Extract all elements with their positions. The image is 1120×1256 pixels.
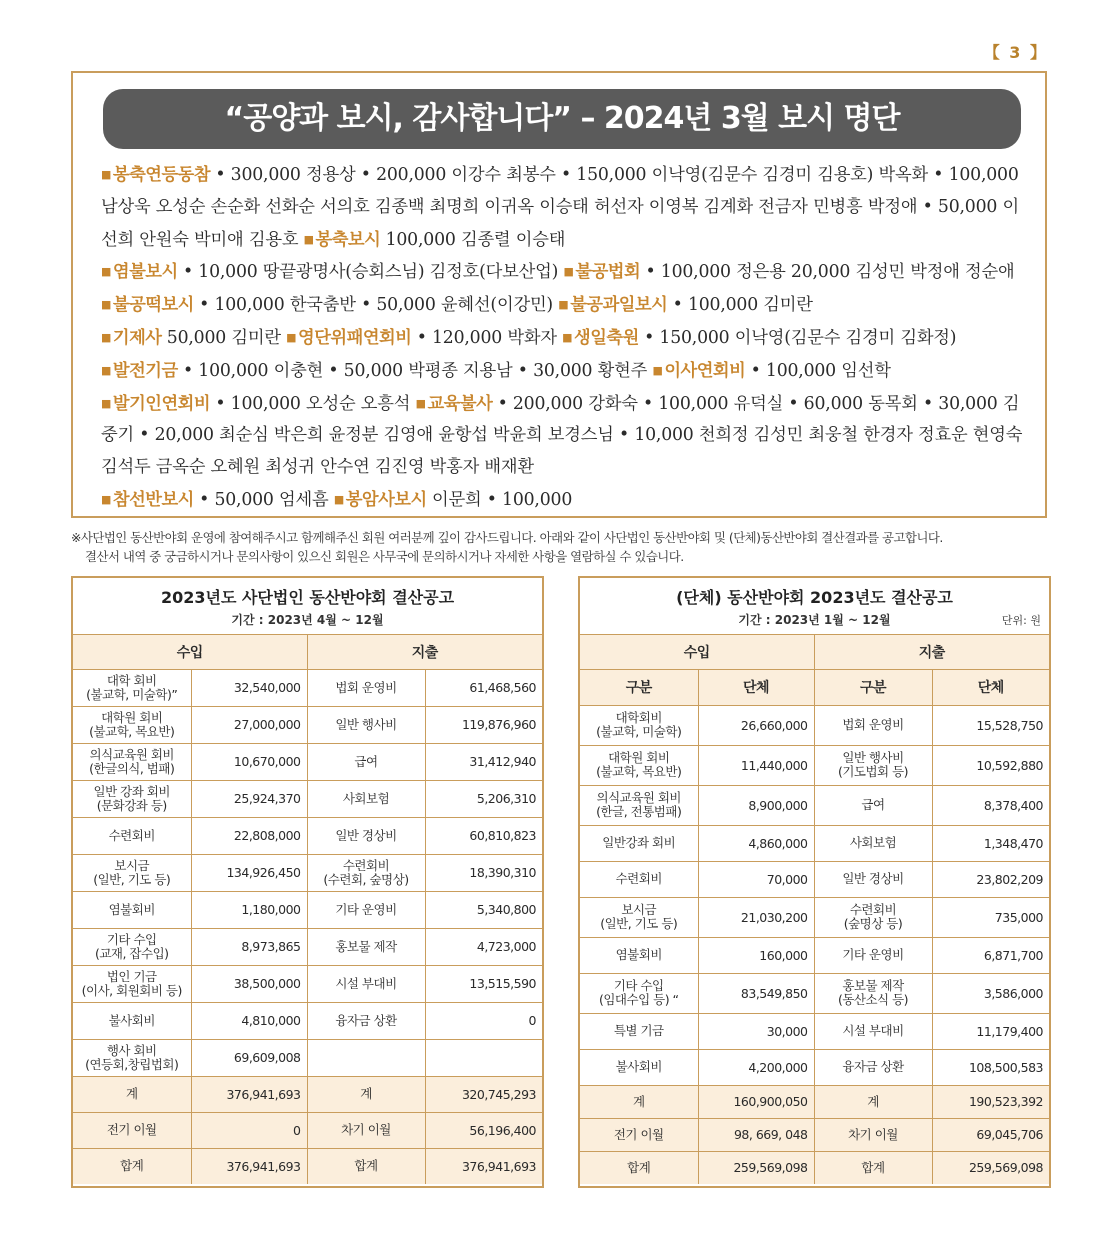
row-label-cell — [307, 854, 425, 891]
row-label: 대학회비 — [615, 710, 662, 725]
left-settlement-report — [71, 576, 544, 1188]
table-row — [73, 928, 542, 965]
income-amount: 259,569,098 — [698, 1151, 814, 1184]
summary-label: 합계 — [73, 1148, 191, 1184]
expense-amount: 5,340,800 — [425, 891, 542, 928]
row-label: 염불회비 — [615, 947, 662, 962]
row-label-cell — [73, 854, 191, 891]
income-amount: 83,549,850 — [698, 973, 814, 1013]
summary-row — [73, 1112, 542, 1148]
summary-label: 계 — [307, 1076, 425, 1112]
row-label-detail: (수련회, 숲명상) — [323, 871, 409, 887]
row-label: 사회보험 — [342, 790, 390, 806]
expense-amount: 10,592,880 — [932, 745, 1049, 785]
category-yeongdan: ■ 영단위패연회비 — [286, 328, 411, 348]
row-label: 보시금 — [621, 902, 657, 917]
summary-row — [580, 1085, 1049, 1118]
income-amount: 21,030,200 — [698, 897, 814, 937]
notice-line: ※사단법인 동산반야회 운영에 참여해주시고 함께해주신 회원 여러분께 깊이 감사드립니다. 아래와 같이 사단법인 동산반야회 및 (단체)동산반야회 결산결과를 공고합니다. — [71, 530, 943, 545]
table-row — [73, 706, 542, 743]
row-label: 수련회비 — [108, 827, 155, 843]
summary-label: 계 — [73, 1076, 191, 1112]
donor-entries: • 100,000 임선학 — [750, 360, 891, 381]
row-label: 수련회비 — [615, 871, 662, 886]
income-amount: 0 — [191, 1112, 307, 1148]
row-label-detail: (일반, 기도 등) — [600, 916, 678, 931]
report-title: 2023년도 사단법인 동산반야회 결산공고 — [160, 588, 455, 607]
row-label-cell — [814, 705, 932, 745]
income-amount: 8,973,865 — [191, 928, 307, 965]
row-label: 불사회비 — [108, 1012, 155, 1028]
column-header: 단체 — [932, 669, 1049, 705]
row-label: 기타 수입 — [106, 931, 157, 947]
row-label: 불사회비 — [615, 1059, 662, 1074]
expense-amount — [425, 1039, 542, 1076]
summary-row — [73, 1076, 542, 1112]
income-amount: 4,860,000 — [698, 825, 814, 861]
donor-list — [101, 159, 1025, 517]
category-saengil: ■ 생일축원 — [562, 328, 639, 348]
expense-header: 지출 — [307, 635, 542, 669]
expense-amount: 320,745,293 — [425, 1076, 542, 1112]
income-amount: 22,808,000 — [191, 817, 307, 854]
summary-label: 차기 이월 — [814, 1118, 932, 1151]
row-label: 일반 경상비 — [335, 827, 397, 843]
row-label-cell — [580, 705, 698, 745]
right-settlement-report — [578, 576, 1051, 1188]
row-label-detail: (불교학, 목요반) — [89, 723, 175, 739]
row-label-cell — [73, 669, 191, 706]
row-label-cell — [580, 825, 698, 861]
row-label-cell — [73, 965, 191, 1002]
column-header: 구분 — [580, 669, 698, 705]
row-label-cell — [73, 780, 191, 817]
row-label-cell — [580, 785, 698, 825]
summary-label: 전기 이월 — [73, 1112, 191, 1148]
expense-amount: 0 — [425, 1002, 542, 1039]
row-label: 홍보물 제작 — [842, 978, 904, 993]
row-label-cell — [307, 669, 425, 706]
row-label-cell — [814, 861, 932, 897]
expense-amount: 735,000 — [932, 897, 1049, 937]
row-label: 행사 회비 — [106, 1042, 157, 1058]
row-label-cell — [580, 897, 698, 937]
report-period: 기간 : 2023년 4월 ~ 12월 — [231, 613, 384, 627]
income-amount: 4,200,000 — [698, 1049, 814, 1085]
expense-amount: 23,802,209 — [932, 861, 1049, 897]
row-label: 수련회비 — [342, 857, 390, 873]
row-label-detail: (불교학, 목요반) — [596, 764, 682, 779]
expense-amount: 4,723,000 — [425, 928, 542, 965]
donor-entries: • 100,000 이충현 • 50,000 박평종 지용남 • 30,000 황현주 — [182, 360, 648, 381]
row-label-cell — [814, 745, 932, 785]
expense-amount: 3,586,000 — [932, 973, 1049, 1013]
row-label: 시설 부대비 — [842, 1023, 904, 1038]
row-label-cell — [307, 743, 425, 780]
report-header — [580, 578, 1049, 635]
category-bulgong-gwail: ■ 불공과일보시 — [558, 295, 667, 315]
row-label: 융자금 상환 — [842, 1059, 904, 1074]
row-label-detail: (문화강좌 등) — [96, 797, 167, 813]
income-amount: 98, 669, 048 — [698, 1118, 814, 1151]
row-label-cell — [580, 1013, 698, 1049]
report-title: (단체) 동산반야회 2023년도 결산공고 — [676, 588, 953, 607]
income-amount: 10,670,000 — [191, 743, 307, 780]
donor-entries: • 100,000 김미란 — [672, 295, 813, 316]
notice — [71, 528, 1051, 566]
income-header: 수입 — [73, 635, 307, 669]
row-label-cell — [580, 973, 698, 1013]
table-row — [580, 745, 1049, 785]
summary-label: 합계 — [580, 1151, 698, 1184]
row-label-cell — [814, 1013, 932, 1049]
donor-entries: 100,000 김종렬 이승태 — [385, 229, 566, 250]
row-label-cell — [307, 1039, 425, 1076]
table-row — [580, 785, 1049, 825]
income-amount: 69,609,008 — [191, 1039, 307, 1076]
row-label-detail: (교재, 잡수입) — [94, 945, 169, 961]
row-label: 보시금 — [114, 857, 150, 873]
row-label-cell — [814, 1049, 932, 1085]
table-row — [580, 937, 1049, 973]
row-label-cell — [307, 928, 425, 965]
expense-header: 지출 — [814, 635, 1049, 669]
category-balgiin: ■ 발기인연회비 — [101, 394, 210, 414]
row-label: 일반 경상비 — [842, 871, 904, 886]
row-label-cell — [814, 785, 932, 825]
column-header: 단체 — [698, 669, 814, 705]
donor-entries: • 10,000 땅끝광명사(승회스님) 김정호(다보산업) — [182, 262, 559, 283]
row-label-cell — [580, 861, 698, 897]
expense-amount: 61,468,560 — [425, 669, 542, 706]
expense-amount: 6,871,700 — [932, 937, 1049, 973]
summary-row — [580, 1118, 1049, 1151]
donor-entries: • 100,000 오성순 오흥석 — [215, 393, 411, 414]
summary-label: 합계 — [307, 1148, 425, 1184]
summary-label: 계 — [580, 1085, 698, 1118]
category-bongam: ■ 봉암사보시 — [334, 490, 427, 510]
row-label-detail: (이사, 회원회비 등) — [81, 982, 182, 998]
row-label: 특별 기금 — [613, 1023, 664, 1038]
row-label-detail: (동산소식 등) — [837, 992, 909, 1007]
row-label: 기타 운영비 — [335, 901, 397, 917]
row-label: 대학원 회비 — [608, 750, 670, 765]
row-label: 융자금 상환 — [335, 1012, 397, 1028]
donor-entries: • 300,000 정용상 • 200,000 이강수 최봉수 • 150,000 이낙영(김문수 김경미 김용호) 박옥화 • 100,000 남상욱 오성순 손순화 선화순 서의호 김종백 최명희 이귀옥 이승태 허선자 이영복 김계화 전금자 민병흥 박정애 • 50,000 이선희 안원숙 박미애 김용호 — [101, 165, 1019, 250]
expense-amount: 108,500,583 — [932, 1049, 1049, 1085]
row-label: 법회 운영비 — [842, 717, 904, 732]
summary-row — [73, 1148, 542, 1184]
row-label: 의식교육원 회비 — [89, 746, 174, 762]
column-header: 구분 — [814, 669, 932, 705]
row-label: 급여 — [861, 797, 885, 812]
expense-amount: 1,348,470 — [932, 825, 1049, 861]
row-label-detail: (한글, 전통범패) — [596, 804, 682, 819]
category-bongchuk-yeondeung: ■ 봉축연등동참 — [101, 165, 210, 185]
row-label-cell — [580, 937, 698, 973]
donor-entries: 이문희 • 100,000 — [431, 489, 573, 510]
donor-entries: 50,000 김미란 — [166, 327, 281, 348]
table-row — [73, 854, 542, 891]
row-label-cell — [73, 817, 191, 854]
table-row — [73, 965, 542, 1002]
expense-amount: 119,876,960 — [425, 706, 542, 743]
expense-amount: 60,810,823 — [425, 817, 542, 854]
row-label-cell — [814, 973, 932, 1013]
table-row — [73, 1039, 542, 1076]
income-amount: 11,440,000 — [698, 745, 814, 785]
category-baljeon: ■ 발전기금 — [101, 361, 178, 381]
income-amount: 4,810,000 — [191, 1002, 307, 1039]
table-row — [580, 1049, 1049, 1085]
settlement-table — [580, 635, 1049, 1184]
row-label-cell — [307, 817, 425, 854]
donor-entries: • 100,000 정은용 20,000 김성민 박정애 정순애 — [645, 262, 1015, 283]
income-amount: 376,941,693 — [191, 1148, 307, 1184]
row-label: 기타 운영비 — [842, 947, 904, 962]
table-row — [73, 817, 542, 854]
unit-label: 단위: 원 — [1001, 614, 1041, 627]
row-label-cell — [73, 1002, 191, 1039]
donor-entries: • 200,000 강화숙 • 100,000 유덕실 • 60,000 동목회 • 30,000 김중기 • 20,000 최순심 박은희 윤정분 김영애 윤항섭 박윤희 보경스님 • 10,000 천희정 김성민 최웅철 한경자 정효운 현영숙 김석두 금옥순 오혜원 최성귀 안수연 김진영 박홍자 배재환 — [101, 393, 1023, 478]
expense-amount: 69,045,706 — [932, 1118, 1049, 1151]
expense-amount: 376,941,693 — [425, 1148, 542, 1184]
summary-label: 차기 이월 — [307, 1112, 425, 1148]
expense-amount: 15,528,750 — [932, 705, 1049, 745]
row-label: 법인 기금 — [106, 968, 157, 984]
settlement-table — [73, 635, 542, 1184]
table-row — [580, 973, 1049, 1013]
category-chamseon: ■ 참선반보시 — [101, 490, 194, 510]
income-amount: 160,000 — [698, 937, 814, 973]
row-label-cell — [73, 1039, 191, 1076]
row-label: 일반 행사비 — [335, 716, 397, 732]
table-row — [580, 861, 1049, 897]
row-label: 일반 행사비 — [842, 750, 904, 765]
expense-amount: 190,523,392 — [932, 1085, 1049, 1118]
row-label-detail: (임대수입 등) “ — [598, 992, 679, 1007]
expense-amount: 13,515,590 — [425, 965, 542, 1002]
row-label: 일반 강좌 회비 — [93, 783, 170, 799]
row-label-detail: (한글의식, 범패) — [89, 760, 175, 776]
category-bulgong-beophoe: ■ 불공법회 — [564, 262, 641, 282]
report-header — [73, 578, 542, 635]
income-amount: 27,000,000 — [191, 706, 307, 743]
row-label-cell — [580, 745, 698, 785]
row-label: 의식교육원 회비 — [596, 790, 681, 805]
income-header: 수입 — [580, 635, 814, 669]
donor-entries: • 150,000 이낙영(김문수 김경미 김화정) — [644, 327, 957, 348]
income-amount: 70,000 — [698, 861, 814, 897]
income-amount: 134,926,450 — [191, 854, 307, 891]
row-label-detail: (숲명상 등) — [843, 916, 903, 931]
row-label-cell — [307, 891, 425, 928]
page-title: “공양과 보시, 감사합니다” – 2024년 3월 보시 명단 — [103, 89, 1021, 149]
table-row — [73, 780, 542, 817]
category-gyoyuk: ■ 교육불사 — [416, 394, 493, 414]
row-label-cell — [307, 965, 425, 1002]
row-label: 법회 운영비 — [335, 679, 397, 695]
row-label: 일반강좌 회비 — [602, 835, 676, 850]
row-label-cell — [814, 897, 932, 937]
income-amount: 1,180,000 — [191, 891, 307, 928]
row-label: 염불회비 — [108, 901, 155, 917]
notice-line: 결산서 내역 중 궁금하시거나 문의사항이 있으신 회원은 사무국에 문의하시거나 자세한 사항을 열람하실 수 있습니다. — [85, 549, 684, 564]
table-row — [580, 705, 1049, 745]
row-label-cell — [814, 937, 932, 973]
summary-label: 전기 이월 — [580, 1118, 698, 1151]
income-amount: 376,941,693 — [191, 1076, 307, 1112]
expense-amount: 5,206,310 — [425, 780, 542, 817]
row-label-cell — [580, 1049, 698, 1085]
expense-amount: 11,179,400 — [932, 1013, 1049, 1049]
page-number: 【 3 】 — [983, 43, 1048, 62]
table-row — [73, 743, 542, 780]
expense-amount: 31,412,940 — [425, 743, 542, 780]
row-label-cell — [73, 743, 191, 780]
table-row — [580, 897, 1049, 937]
row-label: 시설 부대비 — [335, 975, 397, 991]
donor-entries: • 50,000 엄세흠 — [199, 489, 329, 510]
summary-label: 합계 — [814, 1151, 932, 1184]
table-row — [73, 891, 542, 928]
row-label: 기타 수입 — [613, 978, 664, 993]
income-amount: 160,900,050 — [698, 1085, 814, 1118]
expense-amount: 56,196,400 — [425, 1112, 542, 1148]
row-label-detail: (불교학, 미술학)” — [86, 686, 178, 702]
row-label-cell — [307, 1002, 425, 1039]
expense-amount: 18,390,310 — [425, 854, 542, 891]
table-row — [580, 1013, 1049, 1049]
category-yeombul: ■ 염불보시 — [101, 262, 178, 282]
row-label-cell — [73, 891, 191, 928]
donor-entries: • 100,000 한국춤반 • 50,000 윤혜선(이강민) — [199, 295, 553, 316]
category-bulgong-tteok: ■ 불공떡보시 — [101, 295, 194, 315]
row-label-detail: (기도법회 등) — [837, 764, 909, 779]
row-label-cell — [307, 780, 425, 817]
income-amount: 30,000 — [698, 1013, 814, 1049]
summary-row — [580, 1151, 1049, 1184]
row-label-cell — [73, 928, 191, 965]
row-label: 대학원 회비 — [101, 709, 163, 725]
row-label-detail: (일반, 기도 등) — [93, 871, 171, 887]
income-amount: 32,540,000 — [191, 669, 307, 706]
category-gijesa: ■ 기제사 — [101, 328, 162, 348]
row-label-detail: (불교학, 미술학) — [596, 724, 682, 739]
table-row — [73, 669, 542, 706]
table-row — [580, 825, 1049, 861]
expense-amount: 8,378,400 — [932, 785, 1049, 825]
row-label: 홍보물 제작 — [335, 938, 397, 954]
income-amount: 38,500,000 — [191, 965, 307, 1002]
income-amount: 25,924,370 — [191, 780, 307, 817]
row-label-cell — [814, 825, 932, 861]
table-row — [73, 1002, 542, 1039]
row-label: 급여 — [354, 753, 378, 769]
row-label: 수련회비 — [849, 902, 897, 917]
report-period: 기간 : 2023년 1월 ~ 12월 — [738, 613, 891, 627]
row-label: 대학 회비 — [106, 672, 157, 688]
category-bongchuk-bosi: ■ 봉축보시 — [304, 230, 381, 250]
row-label: 사회보험 — [849, 835, 897, 850]
category-isa: ■ 이사연회비 — [652, 361, 745, 381]
expense-amount: 259,569,098 — [932, 1151, 1049, 1184]
donor-list-box — [71, 71, 1047, 518]
income-amount: 8,900,000 — [698, 785, 814, 825]
summary-label: 계 — [814, 1085, 932, 1118]
income-amount: 26,660,000 — [698, 705, 814, 745]
donor-entries: • 120,000 박화자 — [416, 327, 557, 348]
row-label-detail: (연등회,창립법회) — [85, 1056, 179, 1072]
row-label-cell — [73, 706, 191, 743]
row-label-cell — [307, 706, 425, 743]
